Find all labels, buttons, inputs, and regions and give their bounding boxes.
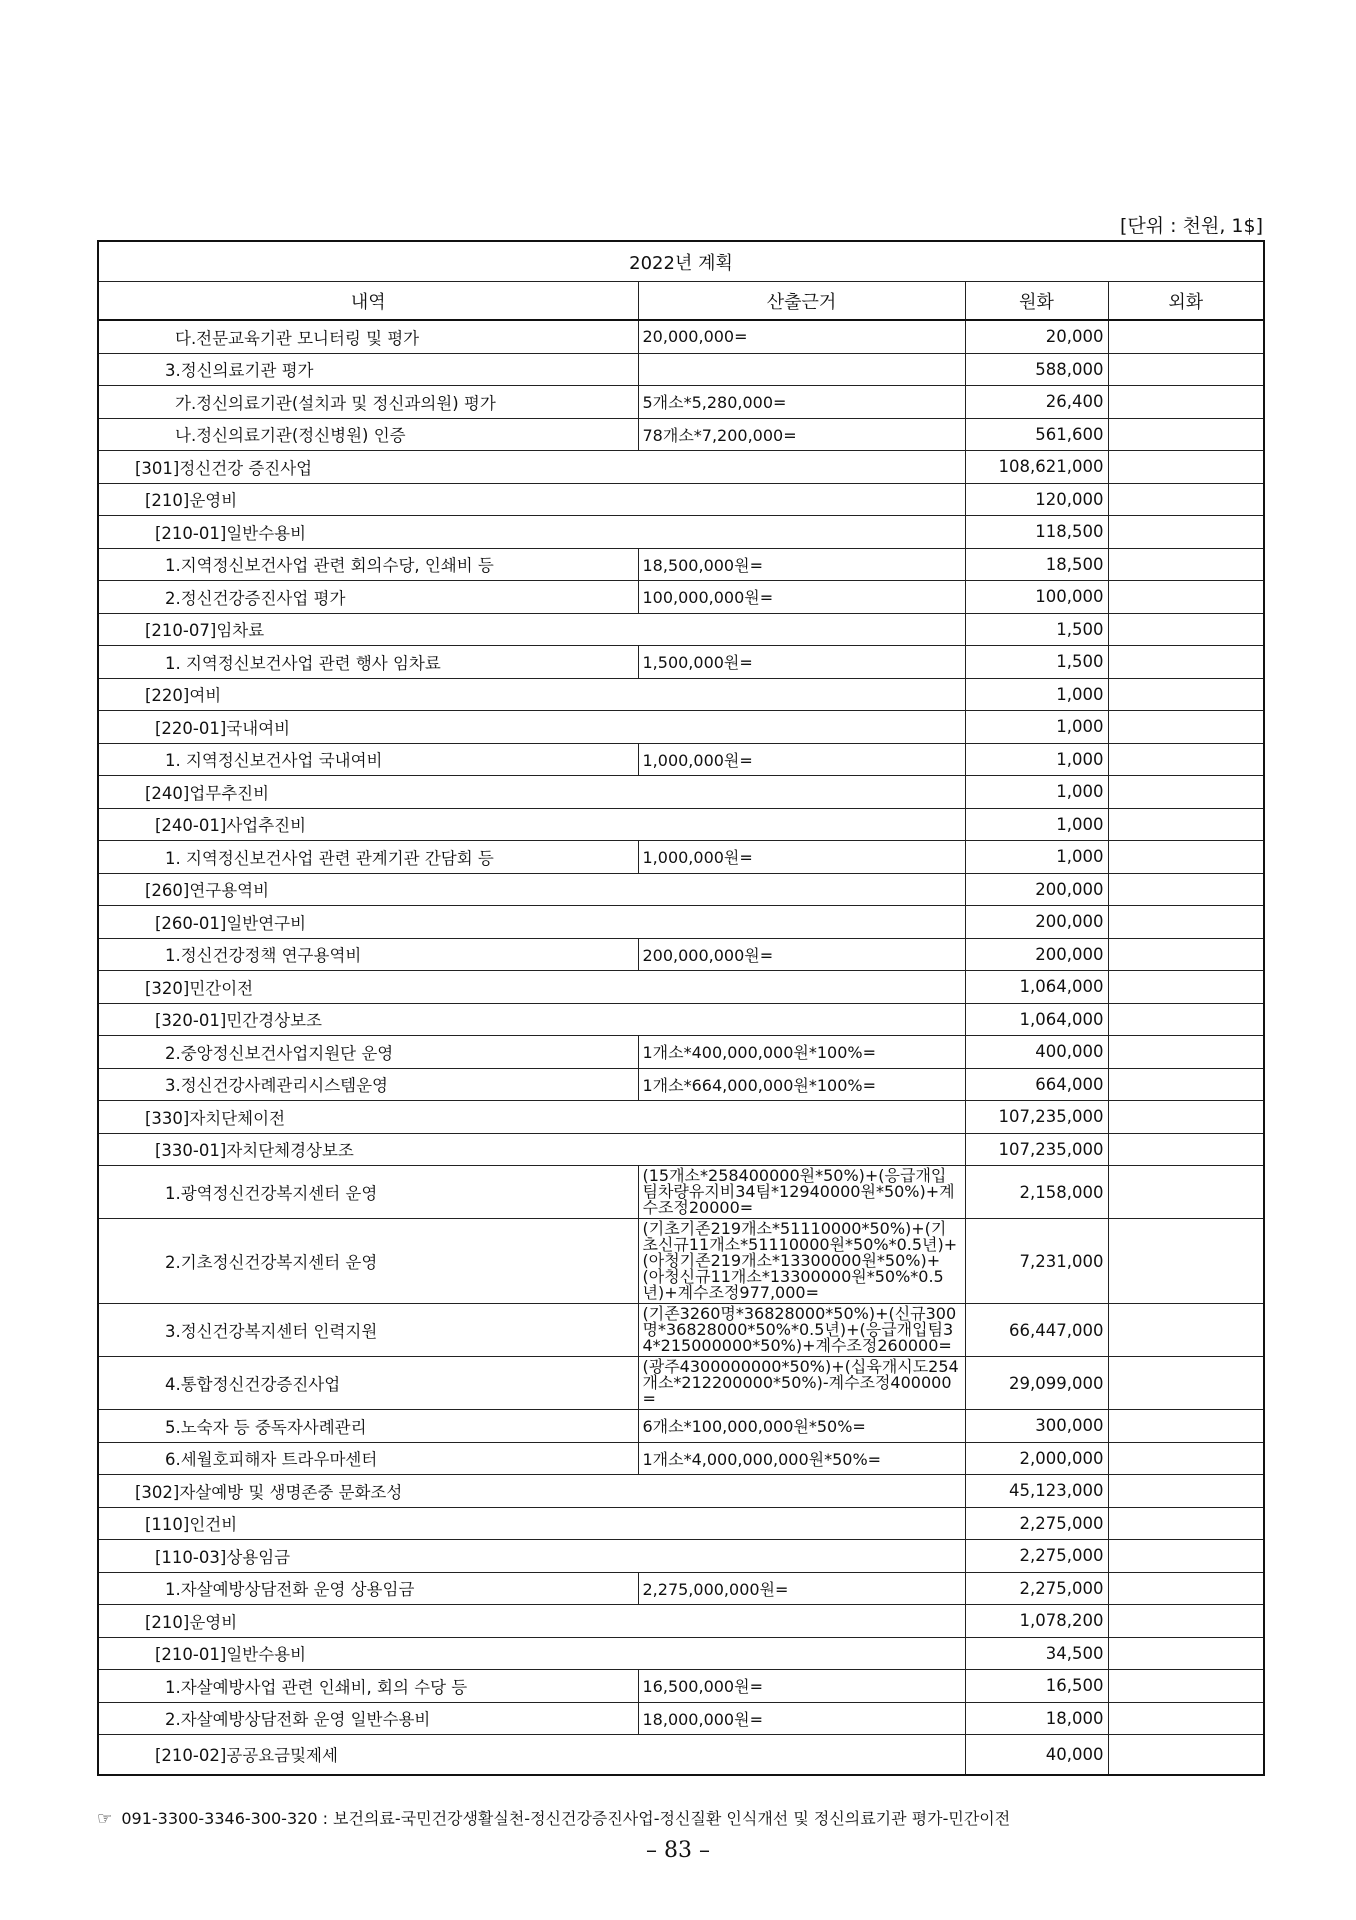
row-desc: 나.정신의료기관(정신병원) 인증: [98, 418, 638, 451]
row-basis: 78개소*7,200,000=: [638, 418, 965, 451]
row-won: 2,275,000: [965, 1572, 1108, 1605]
table-row: [98, 320, 1264, 353]
table-row: [98, 1219, 1264, 1304]
row-fx: [1108, 1166, 1264, 1219]
row-basis: (기존3260명*36828000*50%)+(신규300명*36828000*50%*0.5년)+(응급개입팀34*215000000*50%)+계수조정260000=: [638, 1304, 965, 1357]
row-basis: 100,000,000원=: [638, 581, 965, 614]
row-won: 200,000: [965, 938, 1108, 971]
row-fx: [1108, 1219, 1264, 1304]
row-desc: 6.세월호피해자 트라우마센터: [98, 1442, 638, 1475]
row-fx: [1108, 483, 1264, 516]
row-won: 1,064,000: [965, 1003, 1108, 1036]
row-desc: 1.광역정신건강복지센터 운영: [98, 1166, 638, 1219]
row-fx: [1108, 320, 1264, 353]
row-won: 200,000: [965, 873, 1108, 906]
budget-table: [97, 240, 1265, 1776]
table-row: [98, 711, 1264, 744]
table-row: [98, 1702, 1264, 1735]
table-row: [98, 1003, 1264, 1036]
row-basis: 16,500,000원=: [638, 1670, 965, 1703]
table-row: [98, 516, 1264, 549]
row-won: 200,000: [965, 906, 1108, 939]
row-fx: [1108, 1068, 1264, 1101]
row-won: 34,500: [965, 1637, 1108, 1670]
row-fx: [1108, 1101, 1264, 1134]
row-desc: [110]인건비: [98, 1507, 965, 1540]
row-basis: (광주4300000000*50%)+(십육개시도254개소*212200000*50%)-계수조정400000=: [638, 1357, 965, 1410]
row-desc: 2.기초정신건강복지센터 운영: [98, 1219, 638, 1304]
row-fx: [1108, 1702, 1264, 1735]
table-row: [98, 1166, 1264, 1219]
row-fx: [1108, 808, 1264, 841]
row-fx: [1108, 1133, 1264, 1166]
row-fx: [1108, 971, 1264, 1004]
table-row: [98, 1357, 1264, 1410]
row-desc: 5.노숙자 등 중독자사례관리: [98, 1410, 638, 1443]
row-fx: [1108, 353, 1264, 386]
table-row: [98, 743, 1264, 776]
row-fx: [1108, 548, 1264, 581]
row-basis: 1,000,000원=: [638, 743, 965, 776]
row-desc: 3.정신건강사례관리시스템운영: [98, 1068, 638, 1101]
footnote: [97, 1806, 1010, 1829]
pointing-hand-icon: ☞: [97, 1809, 113, 1829]
unit-label: [단위 : 천원, 1$]: [1120, 215, 1263, 237]
row-fx: [1108, 938, 1264, 971]
row-fx: [1108, 1735, 1264, 1775]
row-basis: 1,000,000원=: [638, 841, 965, 874]
row-fx: [1108, 1003, 1264, 1036]
row-fx: [1108, 1540, 1264, 1573]
row-desc: [210-02]공공요금및제세: [98, 1735, 965, 1775]
row-fx: [1108, 743, 1264, 776]
table-row: [98, 1068, 1264, 1101]
row-won: 1,000: [965, 743, 1108, 776]
row-desc: [330-01]자치단체경상보조: [98, 1133, 965, 1166]
row-won: 561,600: [965, 418, 1108, 451]
row-fx: [1108, 418, 1264, 451]
header-won: 원화: [965, 282, 1108, 321]
row-desc: [240]업무추진비: [98, 776, 965, 809]
row-won: 108,621,000: [965, 451, 1108, 484]
row-won: 29,099,000: [965, 1357, 1108, 1410]
row-fx: [1108, 451, 1264, 484]
row-fx: [1108, 646, 1264, 679]
table-row: [98, 451, 1264, 484]
row-fx: [1108, 1572, 1264, 1605]
row-won: 1,000: [965, 776, 1108, 809]
row-desc: [210]운영비: [98, 1605, 965, 1638]
row-desc: 1.지역정신보건사업 관련 회의수당, 인쇄비 등: [98, 548, 638, 581]
table-row: [98, 353, 1264, 386]
row-won: 120,000: [965, 483, 1108, 516]
table-row: [98, 873, 1264, 906]
table-row: [98, 1304, 1264, 1357]
row-fx: [1108, 1410, 1264, 1443]
table-row: [98, 776, 1264, 809]
table-row: [98, 1605, 1264, 1638]
row-desc: 1.정신건강정책 연구용역비: [98, 938, 638, 971]
row-desc: [110-03]상용임금: [98, 1540, 965, 1573]
row-fx: [1108, 1475, 1264, 1508]
row-desc: [320]민간이전: [98, 971, 965, 1004]
table-row: [98, 1540, 1264, 1573]
row-fx: [1108, 1304, 1264, 1357]
table-row: [98, 1670, 1264, 1703]
row-won: 16,500: [965, 1670, 1108, 1703]
table-row: [98, 1133, 1264, 1166]
row-fx: [1108, 1357, 1264, 1410]
row-desc: 다.전문교육기관 모니터링 및 평가: [98, 320, 638, 353]
row-won: 2,000,000: [965, 1442, 1108, 1475]
row-won: 1,078,200: [965, 1605, 1108, 1638]
row-won: 1,500: [965, 613, 1108, 646]
row-desc: [210-01]일반수용비: [98, 516, 965, 549]
footnote-text: 091-3300-3346-300-320 : 보건의료-국민건강생활실천-정신건강증진사업-정신질환 인식개선 및 정신의료기관 평가-민간이전: [121, 1809, 1011, 1828]
row-fx: [1108, 386, 1264, 419]
table-row: [98, 1572, 1264, 1605]
row-fx: [1108, 581, 1264, 614]
row-basis: 1,500,000원=: [638, 646, 965, 679]
row-won: 118,500: [965, 516, 1108, 549]
row-fx: [1108, 678, 1264, 711]
row-won: 7,231,000: [965, 1219, 1108, 1304]
row-fx: [1108, 776, 1264, 809]
row-fx: [1108, 1442, 1264, 1475]
row-basis: 18,000,000원=: [638, 1702, 965, 1735]
row-basis: 6개소*100,000,000원*50%=: [638, 1410, 965, 1443]
row-basis: 5개소*5,280,000=: [638, 386, 965, 419]
table-title: 2022년 계획: [98, 241, 1264, 282]
row-desc: [301]정신건강 증진사업: [98, 451, 965, 484]
table-row: [98, 1410, 1264, 1443]
row-won: 1,000: [965, 678, 1108, 711]
row-fx: [1108, 906, 1264, 939]
table-row: [98, 418, 1264, 451]
row-fx: [1108, 711, 1264, 744]
row-desc: 2.자살예방상담전화 운영 일반수용비: [98, 1702, 638, 1735]
row-desc: 2.정신건강증진사업 평가: [98, 581, 638, 614]
table-row: [98, 613, 1264, 646]
row-desc: [220-01]국내여비: [98, 711, 965, 744]
row-won: 2,158,000: [965, 1166, 1108, 1219]
page-number: – 83 –: [646, 1838, 710, 1863]
row-desc: [240-01]사업추진비: [98, 808, 965, 841]
table-row: [98, 1637, 1264, 1670]
row-won: 300,000: [965, 1410, 1108, 1443]
row-fx: [1108, 1605, 1264, 1638]
row-basis: 18,500,000원=: [638, 548, 965, 581]
row-basis: 1개소*664,000,000원*100%=: [638, 1068, 965, 1101]
row-desc: [210-07]임차료: [98, 613, 965, 646]
table-body: [98, 320, 1264, 1775]
header-desc: 내역: [98, 282, 638, 321]
row-won: 18,000: [965, 1702, 1108, 1735]
row-desc: 3.정신건강복지센터 인력지원: [98, 1304, 638, 1357]
row-won: 2,275,000: [965, 1507, 1108, 1540]
table-row: [98, 1475, 1264, 1508]
row-desc: [210]운영비: [98, 483, 965, 516]
row-desc: [260]연구용역비: [98, 873, 965, 906]
row-desc: 1.자살예방상담전화 운영 상용임금: [98, 1572, 638, 1605]
table-row: [98, 808, 1264, 841]
row-fx: [1108, 1036, 1264, 1069]
row-won: 26,400: [965, 386, 1108, 419]
row-desc: 1. 지역정신보건사업 관련 관계기관 간담회 등: [98, 841, 638, 874]
row-basis: 1개소*400,000,000원*100%=: [638, 1036, 965, 1069]
table-row: [98, 841, 1264, 874]
row-fx: [1108, 841, 1264, 874]
row-won: 40,000: [965, 1735, 1108, 1775]
table-row: [98, 938, 1264, 971]
row-basis: 2,275,000,000원=: [638, 1572, 965, 1605]
row-fx: [1108, 1670, 1264, 1703]
table-row: [98, 971, 1264, 1004]
row-fx: [1108, 1637, 1264, 1670]
row-won: 100,000: [965, 581, 1108, 614]
table-row: [98, 1735, 1264, 1775]
row-desc: 3.정신의료기관 평가: [98, 353, 638, 386]
row-won: 18,500: [965, 548, 1108, 581]
row-basis: (기초기존219개소*51110000*50%)+(기초신규11개소*51110000원*50%*0.5년)+(아청기존219개소*13300000원*50%)+(아청신규11개소*13300000원*50%*0.5년)+계수조정977,000=: [638, 1219, 965, 1304]
row-won: 1,000: [965, 711, 1108, 744]
row-won: 20,000: [965, 320, 1108, 353]
row-won: 664,000: [965, 1068, 1108, 1101]
row-desc: [302]자살예방 및 생명존중 문화조성: [98, 1475, 965, 1508]
row-basis: 1개소*4,000,000,000원*50%=: [638, 1442, 965, 1475]
row-desc: 1. 지역정신보건사업 관련 행사 임차료: [98, 646, 638, 679]
table-row: [98, 581, 1264, 614]
row-desc: [260-01]일반연구비: [98, 906, 965, 939]
row-desc: [220]여비: [98, 678, 965, 711]
row-won: 1,064,000: [965, 971, 1108, 1004]
table-row: [98, 483, 1264, 516]
table-row: [98, 1036, 1264, 1069]
row-won: 45,123,000: [965, 1475, 1108, 1508]
table-row: [98, 678, 1264, 711]
table-row: [98, 1101, 1264, 1134]
row-won: 107,235,000: [965, 1133, 1108, 1166]
row-fx: [1108, 516, 1264, 549]
row-won: 2,275,000: [965, 1540, 1108, 1573]
row-won: 588,000: [965, 353, 1108, 386]
row-won: 1,500: [965, 646, 1108, 679]
table-row: [98, 906, 1264, 939]
row-desc: [210-01]일반수용비: [98, 1637, 965, 1670]
row-won: 107,235,000: [965, 1101, 1108, 1134]
row-basis: 200,000,000원=: [638, 938, 965, 971]
row-desc: 가.정신의료기관(설치과 및 정신과의원) 평가: [98, 386, 638, 419]
row-desc: 1.자살예방사업 관련 인쇄비, 회의 수당 등: [98, 1670, 638, 1703]
table-row: [98, 1442, 1264, 1475]
row-basis: (15개소*258400000원*50%)+(응급개입팀차량유지비34팀*12940000원*50%)+계수조정20000=: [638, 1166, 965, 1219]
table-row: [98, 1507, 1264, 1540]
row-basis: 20,000,000=: [638, 320, 965, 353]
row-desc: 2.중앙정신보건사업지원단 운영: [98, 1036, 638, 1069]
row-basis: [638, 353, 965, 386]
row-desc: [330]자치단체이전: [98, 1101, 965, 1134]
row-won: 1,000: [965, 841, 1108, 874]
table-row: [98, 646, 1264, 679]
row-fx: [1108, 1507, 1264, 1540]
table-row: [98, 548, 1264, 581]
row-fx: [1108, 873, 1264, 906]
table-row: [98, 386, 1264, 419]
row-desc: [320-01]민간경상보조: [98, 1003, 965, 1036]
header-fx: 외화: [1108, 282, 1264, 321]
row-fx: [1108, 613, 1264, 646]
row-won: 1,000: [965, 808, 1108, 841]
row-desc: 1. 지역정신보건사업 국내여비: [98, 743, 638, 776]
row-desc: 4.통합정신건강증진사업: [98, 1357, 638, 1410]
row-won: 400,000: [965, 1036, 1108, 1069]
header-basis: 산출근거: [638, 282, 965, 321]
row-won: 66,447,000: [965, 1304, 1108, 1357]
